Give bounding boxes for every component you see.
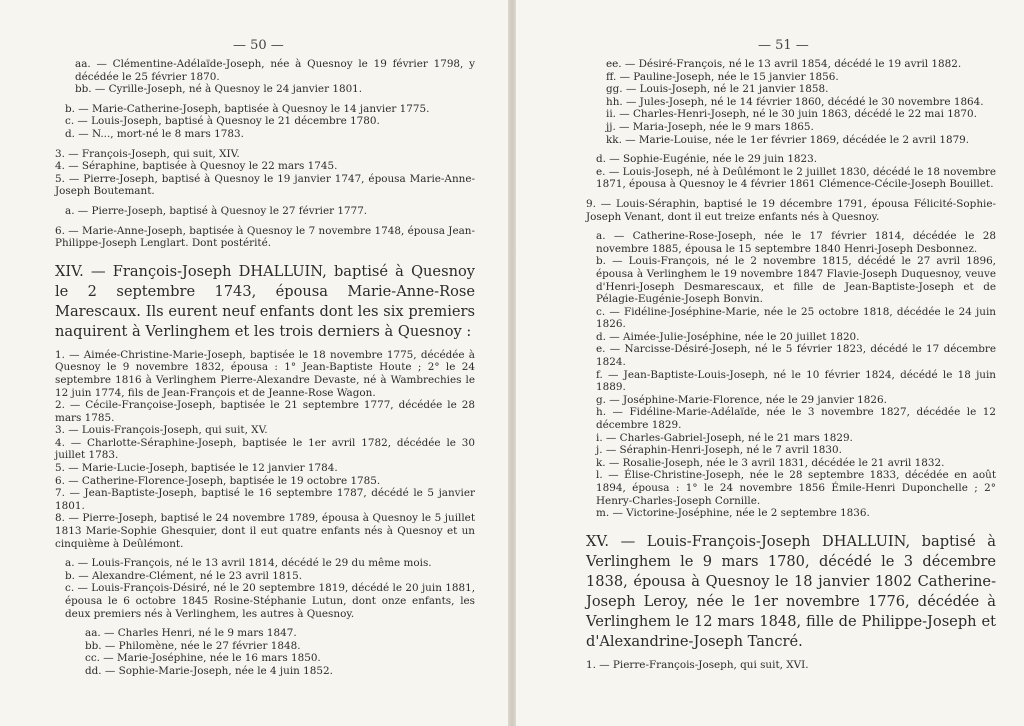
paragraph: hh. — Jules-Joseph, né le 14 février 1860, décédé le 30 novembre 1864. [606,95,984,108]
paragraph: b. — Alexandre-Clément, né le 23 avril 1815. [65,569,303,582]
book-gutter [508,0,516,726]
section-heading-paragraph: XV. — Louis-François-Joseph DHALLUIN, baptisé à Verlinghem le 9 mars 1780, décédé le 3 décembre 1838, épousa à Quesnoy le 18 janvier 1802 Catherine-Joseph Leroy, née le 1er novembre 1776, décédée à Verlinghem le 12 mars 1848, fille de Philippe-Joseph et d'Alexandrine-Joseph Tancré. [586,532,996,650]
paragraph: 4. — Séraphine, baptisée à Quesnoy le 22 mars 1745. [55,160,338,173]
paragraph: c. — Louis-Joseph, baptisé à Quesnoy le 21 décembre 1780. [65,115,380,128]
paragraph: 1. — Pierre-François-Joseph, qui suit, XVI. [586,658,809,671]
paragraph: ff. — Pauline-Joseph, née le 15 janvier 1856. [606,70,839,83]
paragraph: 1. — Aimée-Christine-Marie-Joseph, baptisée le 18 novembre 1775, décédée à Quesnoy le 9 novembre 1832, épousa : 1° Jean-Baptiste Houte ; 2° le 24 septembre 1816 à Verlinghem Pierre-Alexandre Devaste, né à Wambrechies le 12 juin 1774, fils de Jean-François et de Jeanne-Rose Wagon. [55,348,475,399]
paragraph: kk. — Marie-Louise, née le 1er février 1869, décédée le 2 avril 1879. [606,133,970,146]
paragraph: 5. — Marie-Lucie-Joseph, baptisée le 12 janvier 1784. [55,462,338,475]
right-page [516,0,1024,726]
paragraph: e. — Narcisse-Désiré-Joseph, né le 5 février 1823, décédé le 17 décembre 1824. [596,343,996,369]
paragraph: d. — Aimée-Julie-Joséphine, née le 20 juillet 1820. [596,330,860,343]
page-number: — 51 — [758,38,809,53]
paragraph: 9. — Louis-Séraphin, baptisé le 19 décembre 1791, épousa Félicité-Sophie-Joseph Venant, dont il eut treize enfants nés à Quesnoy. [586,197,996,223]
paragraph: dd. — Sophie-Marie-Joseph, née le 4 juin 1852. [85,664,333,677]
paragraph: d. — Sophie-Eugénie, née le 29 juin 1823. [596,153,818,166]
paragraph: b. — Louis-François, né le 2 novembre 1815, décédé le 27 avril 1896, épousa à Verlinghem le 19 novembre 1847 Flavie-Joseph Duquesnoy, veuve d'Henri-Joseph Desmarescaux, et fille de Jean-Baptiste-Joseph et de Pélagie-Eugénie-Joseph Bonvin. [596,255,996,306]
paragraph: 8. — Pierre-Joseph, baptisé le 24 novembre 1789, épousa à Quesnoy le 5 juillet 1813 Marie-Sophie Ghesquier, dont il eut quatre enfants nés à Quesnoy et un cinquième à Deûlémont. [55,512,475,550]
paragraph: f. — Jean-Baptiste-Louis-Joseph, né le 10 février 1824, décédé le 18 juin 1889. [596,368,996,394]
paragraph: 7. — Jean-Baptiste-Joseph, baptisé le 16 septembre 1787, décédé le 5 janvier 1801. [55,487,475,512]
paragraph: ii. — Charles-Henri-Joseph, né le 30 juin 1863, décédé le 22 mai 1870. [606,108,977,121]
paragraph: 6. — Catherine-Florence-Joseph, baptisée le 19 octobre 1785. [55,474,381,487]
paragraph: c. — Fidéline-Joséphine-Marie, née le 25 octobre 1818, décédée le 24 juin 1826. [596,305,996,331]
page-number: — 50 — [233,38,284,53]
paragraph: ee. — Désiré-François, né le 13 avril 1854, décédé le 19 avril 1882. [606,58,962,70]
section-heading-paragraph: XIV. — François-Joseph DHALLUIN, baptisé à Quesnoy le 2 septembre 1743, épousa Marie-Anne-Rose Marescaux. Ils eurent neuf enfants dont les six premiers naquirent à Verlinghem et les trois derniers à Quesnoy : [55,262,475,340]
paragraph: l. — Élise-Christine-Joseph, née le 28 septembre 1833, décédée en août 1894, épousa : 1° le 24 novembre 1856 Émile-Henri Duponchelle ; 2° Henry-Charles-Joseph Cornille. [596,469,996,507]
paragraph: 2. — Cécile-Françoise-Joseph, baptisée le 21 septembre 1777, décédée le 28 mars 1785. [55,399,475,424]
paragraph: i. — Charles-Gabriel-Joseph, né le 21 mars 1829. [596,431,853,444]
paragraph: 4. — Charlotte-Séraphine-Joseph, baptisée le 1er avril 1782, décédée le 30 juillet 1783. [55,436,475,462]
paragraph: jj. — Maria-Joseph, née le 9 mars 1865. [606,120,814,133]
paragraph: 6. — Marie-Anne-Joseph, baptisée à Quesnoy le 7 novembre 1748, épousa Jean-Philippe-Joseph Lenglart. Dont postérité. [55,224,475,250]
paragraph: c. — Louis-François-Désiré, né le 20 septembre 1819, décédé le 20 juin 1881, épousa le 6 octobre 1845 Rosine-Stéphanie Lutun, dont onze enfants, les deux premiers nés à Verlinghem, les autres à Quesnoy. [65,582,475,620]
paragraph: bb. — Philomène, née le 27 février 1848. [85,639,301,652]
paragraph: 3. — Louis-François-Joseph, qui suit, XV. [55,424,268,437]
left-page [0,0,508,726]
paragraph: 3. — François-Joseph, qui suit, XIV. [55,147,240,160]
paragraph: 5. — Pierre-Joseph, baptisé à Quesnoy le 19 janvier 1747, épousa Marie-Anne-Joseph Boutemant. [55,172,475,198]
paragraph: a. — Louis-François, né le 13 avril 1814, décédé le 29 du même mois. [65,557,432,570]
paragraph: e. — Louis-Joseph, né à Deûlémont le 2 juillet 1830, décédé le 18 novembre 1871, épousa à Quesnoy le 4 février 1861 Clémence-Cécile-Joseph Bouillet. [596,165,996,191]
paragraph: g. — Joséphine-Marie-Florence, née le 29 janvier 1826. [596,393,887,406]
paragraph: k. — Rosalie-Joseph, née le 3 avril 1831, décédée le 21 avril 1832. [596,456,945,469]
paragraph: aa. — Charles Henri, né le 9 mars 1847. [85,627,297,640]
paragraph: h. — Fidéline-Marie-Adélaïde, née le 3 novembre 1827, décédée le 12 décembre 1829. [596,406,996,432]
page-content [55,58,475,678]
page-content [586,58,996,671]
paragraph: b. — Marie-Catherine-Joseph, baptisée à Quesnoy le 14 janvier 1775. [65,102,430,115]
paragraph: j. — Séraphin-Henri-Joseph, né le 7 avril 1830. [596,444,842,457]
paragraph: a. — Catherine-Rose-Joseph, née le 17 février 1814, décédée le 28 novembre 1885, épousa le 15 septembre 1840 Henri-Joseph Desbonnez. [596,230,996,255]
paragraph: bb. — Cyrille-Joseph, né à Quesnoy le 24 janvier 1801. [75,83,363,96]
paragraph: aa. — Clémentine-Adélaïde-Joseph, née à Quesnoy le 19 février 1798, y décédée le 25 février 1870. [75,58,475,83]
paragraph: gg. — Louis-Joseph, né le 21 janvier 1858. [606,83,829,96]
paragraph: m. — Victorine-Joséphine, née le 2 septembre 1836. [596,507,870,520]
paragraph: a. — Pierre-Joseph, baptisé à Quesnoy le 27 février 1777. [65,204,368,217]
paragraph: d. — N..., mort-né le 8 mars 1783. [65,127,244,140]
paragraph: cc. — Marie-Joséphine, née le 16 mars 1850. [85,652,321,665]
